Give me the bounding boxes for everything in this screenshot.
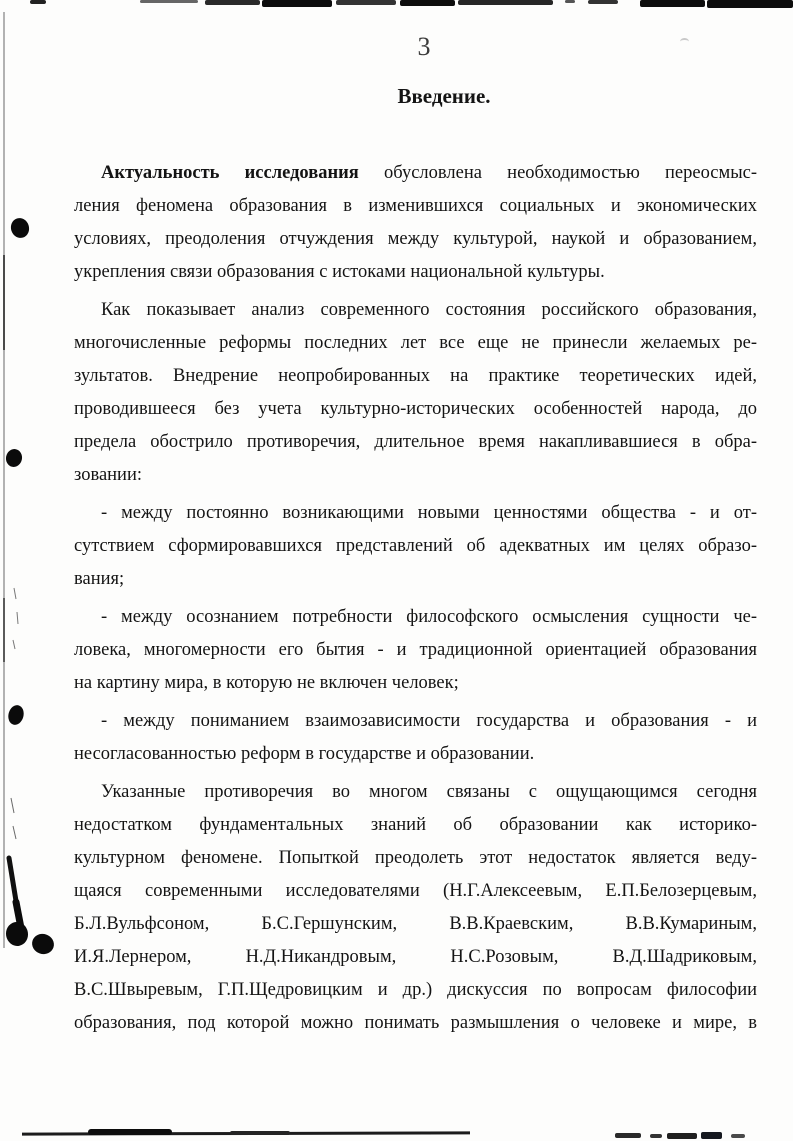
section-title: Введение. xyxy=(397,84,491,108)
ink-blob xyxy=(29,931,56,957)
scan-mark xyxy=(667,1133,697,1139)
text-line: несогласованностью реформ в государстве и образовании. xyxy=(74,744,535,764)
ink-blob xyxy=(8,216,31,241)
text-line: предела обострило противоречия, длительное время накапливавшиеся в обра- xyxy=(74,432,757,452)
text-line: культурном феномене. Попыткой преодолеть этот недостаток является веду- xyxy=(74,848,757,868)
ink-blob xyxy=(6,703,26,726)
paragraph xyxy=(74,497,757,596)
scan-artifact-left-edge xyxy=(0,0,60,1141)
paragraph xyxy=(74,601,757,700)
text-line: зовании: xyxy=(74,465,142,485)
scan-mark xyxy=(565,0,575,3)
text-line: укрепления связи образования с истоками национальной культуры. xyxy=(74,262,605,282)
text-line: образования, под которой можно понимать размышления о человеке и мире, в xyxy=(74,1013,757,1033)
text-line: В.С.Швыревым, Г.П.Щедровицким и др.) дискуссия по вопросам философии xyxy=(74,980,757,1000)
paragraph xyxy=(74,776,757,1040)
text-line: щаяся современными исследователями (Н.Г.Алексеевым, Е.П.Белозерцевым, xyxy=(74,881,757,901)
scan-mark xyxy=(400,0,455,6)
text-line: - между пониманием взаимозависимости государства и образования - и xyxy=(101,711,757,731)
text-line: Б.Л.Вульфсоном, Б.С.Гершунским, В.В.Краевским, В.В.Кумариным, xyxy=(74,914,757,934)
text-line: на картину мира, в которую не включен человек; xyxy=(74,673,459,693)
scan-mark xyxy=(707,0,793,8)
text-line: Актуальность исследования обусловлена необходимостью переосмыс- xyxy=(101,163,757,183)
text-line: проводившееся без учета культурно-исторических особенностей народа, до xyxy=(74,399,757,419)
scan-scratch xyxy=(11,798,16,839)
text-line: сутствием сформировавшихся представлений об адекватных им целях образо- xyxy=(74,536,757,556)
text-line: Указанные противоречия во многом связаны с ощущающимся сегодня xyxy=(101,782,757,802)
page-number: 3 xyxy=(417,32,431,61)
scan-mark xyxy=(205,0,260,5)
text-line: И.Я.Лернером, Н.Д.Никандровым, Н.С.Розовым, В.Д.Шадриковым, xyxy=(74,947,757,967)
paragraph xyxy=(74,705,757,771)
scan-mark xyxy=(701,1132,722,1139)
text-line: вания; xyxy=(74,569,125,589)
scan-scratch xyxy=(13,588,18,649)
text-line: Как показывает анализ современного состояния российского образования, xyxy=(101,300,757,320)
scan-mark xyxy=(262,0,332,7)
scan-mark xyxy=(88,1129,172,1135)
scan-mark xyxy=(140,0,198,3)
scan-mark xyxy=(640,0,705,7)
text-line: ления феномена образования в изменившихся социальных и экономических xyxy=(74,196,757,216)
scan-mark xyxy=(588,0,618,4)
scan-mark xyxy=(230,1131,290,1135)
scan-speck xyxy=(680,38,689,45)
text-line: - между постоянно возникающими новыми ценностями общества - и от- xyxy=(101,503,757,523)
scan-mark xyxy=(650,1134,662,1138)
paragraph xyxy=(74,157,757,289)
paragraph xyxy=(74,294,757,492)
scan-mark xyxy=(458,0,553,5)
ink-blob xyxy=(4,920,30,947)
text-line: ловека, многомерности его бытия - и традиционной ориентацией образования xyxy=(74,640,757,660)
scan-mark xyxy=(336,0,396,5)
text-line: зультатов. Внедрение неопробированных на практике теоретических идей, xyxy=(74,366,757,386)
text-line: условиях, преодоления отчуждения между культурой, наукой и образованием, xyxy=(74,229,757,249)
text-line: - между осознанием потребности философского осмысления сущности че- xyxy=(101,607,757,627)
scan-mark xyxy=(731,1134,745,1138)
text-line: недостатком фундаментальных знаний об образовании как историко- xyxy=(74,815,757,835)
document-body xyxy=(74,157,757,1045)
text-line: многочисленные реформы последних лет все еще не принесли желаемых ре- xyxy=(74,333,757,353)
ink-blob xyxy=(4,448,23,469)
scan-mark xyxy=(615,1133,641,1138)
